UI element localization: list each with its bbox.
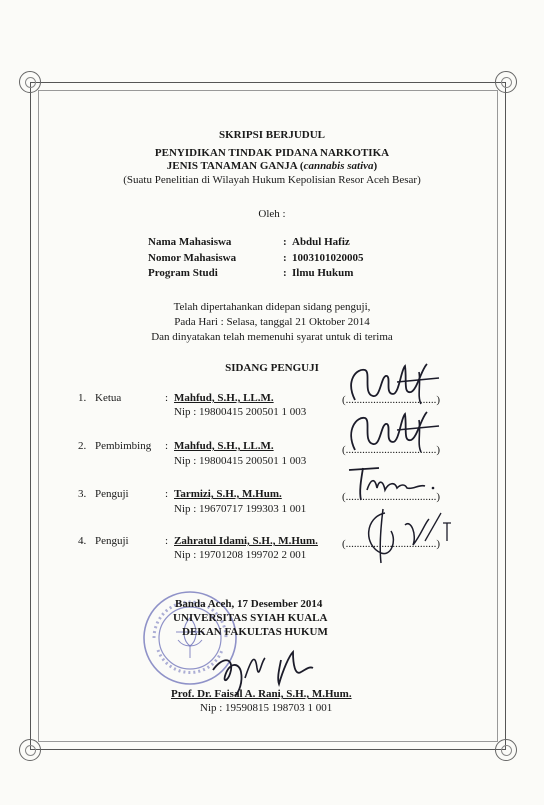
student-number-colon: : <box>283 252 287 264</box>
signature-line: (.................................) <box>342 444 441 456</box>
examiner-name: Zahratul Idami, S.H., M.Hum. <box>174 535 318 547</box>
place-date: Banda Aceh, 17 Desember 2014 <box>175 598 323 610</box>
examiner-number: 2. <box>78 440 87 452</box>
signature-line: (.................................) <box>342 491 441 503</box>
signature-penguji-1 <box>345 460 455 505</box>
thesis-title-line-2: JENIS TANAMAN GANJA (cannabis sativa) <box>166 160 378 172</box>
examiner-colon: : <box>165 440 169 452</box>
sidang-penguji-heading: SIDANG PENGUJI <box>225 362 319 374</box>
dean-title: DEKAN FAKULTAS HUKUM <box>182 626 328 638</box>
examiner-number: 1. <box>78 392 87 404</box>
examiner-nip: Nip : 19701208 199702 2 001 <box>174 549 307 561</box>
examiner-role: Pembimbing <box>95 440 152 452</box>
examiner-role: Penguji <box>95 535 129 547</box>
examiner-number: 3. <box>78 488 87 500</box>
thesis-subtitle: (Suatu Penelitian di Wilayah Hukum Kepolisian Resor Aceh Besar) <box>123 174 421 186</box>
defense-line-1: Telah dipertahankan didepan sidang penguji, <box>173 301 371 313</box>
corner-ornament-bottom-left <box>19 739 41 761</box>
dean-nip: Nip : 19590815 198703 1 001 <box>200 702 333 714</box>
university-name: UNIVERSITAS SYIAH KUALA <box>173 612 328 624</box>
student-name-value: Abdul Hafiz <box>292 236 350 248</box>
student-number-value: 1003101020005 <box>292 252 364 264</box>
examiner-number: 4. <box>78 535 87 547</box>
examiner-colon: : <box>165 392 169 404</box>
defense-line-2: Pada Hari : Selasa, tanggal 21 Oktober 2014 <box>174 316 370 328</box>
study-program-value: Ilmu Hukum <box>292 267 354 279</box>
student-name-label: Nama Mahasiswa <box>148 236 232 248</box>
signature-penguji-2 <box>355 505 465 565</box>
student-name-colon: : <box>283 236 287 248</box>
examiner-nip: Nip : 19800415 200501 1 003 <box>174 406 307 418</box>
signature-pembimbing <box>335 408 445 458</box>
signature-line: (.................................) <box>342 394 441 406</box>
document-heading: SKRIPSI BERJUDUL <box>218 129 326 141</box>
corner-ornament-top-left <box>19 71 41 93</box>
signature-line: (.................................) <box>342 538 441 550</box>
dean-name: Prof. Dr. Faisal A. Rani, S.H., M.Hum. <box>171 688 352 700</box>
examiner-role: Ketua <box>95 392 122 404</box>
oleh-label: Oleh : <box>258 208 286 220</box>
defense-line-3: Dan dinyatakan telah memenuhi syarat untuk di terima <box>151 331 393 343</box>
signature-ketua <box>335 360 445 410</box>
student-number-label: Nomor Mahasiswa <box>148 252 237 264</box>
examiner-name: Mahfud, S.H., LL.M. <box>174 392 274 404</box>
study-program-colon: : <box>283 267 287 279</box>
examiner-colon: : <box>165 535 169 547</box>
study-program-label: Program Studi <box>148 267 218 279</box>
corner-ornament-bottom-right <box>495 739 517 761</box>
examiner-nip: Nip : 19800415 200501 1 003 <box>174 455 307 467</box>
examiner-name: Tarmizi, S.H., M.Hum. <box>174 488 282 500</box>
corner-ornament-top-right <box>495 71 517 93</box>
examiner-colon: : <box>165 488 169 500</box>
examiner-name: Mahfud, S.H., LL.M. <box>174 440 274 452</box>
thesis-title-line-1: PENYIDIKAN TINDAK PIDANA NARKOTIKA <box>154 147 390 159</box>
examiner-nip: Nip : 19670717 199303 1 001 <box>174 503 307 515</box>
examiner-role: Penguji <box>95 488 129 500</box>
